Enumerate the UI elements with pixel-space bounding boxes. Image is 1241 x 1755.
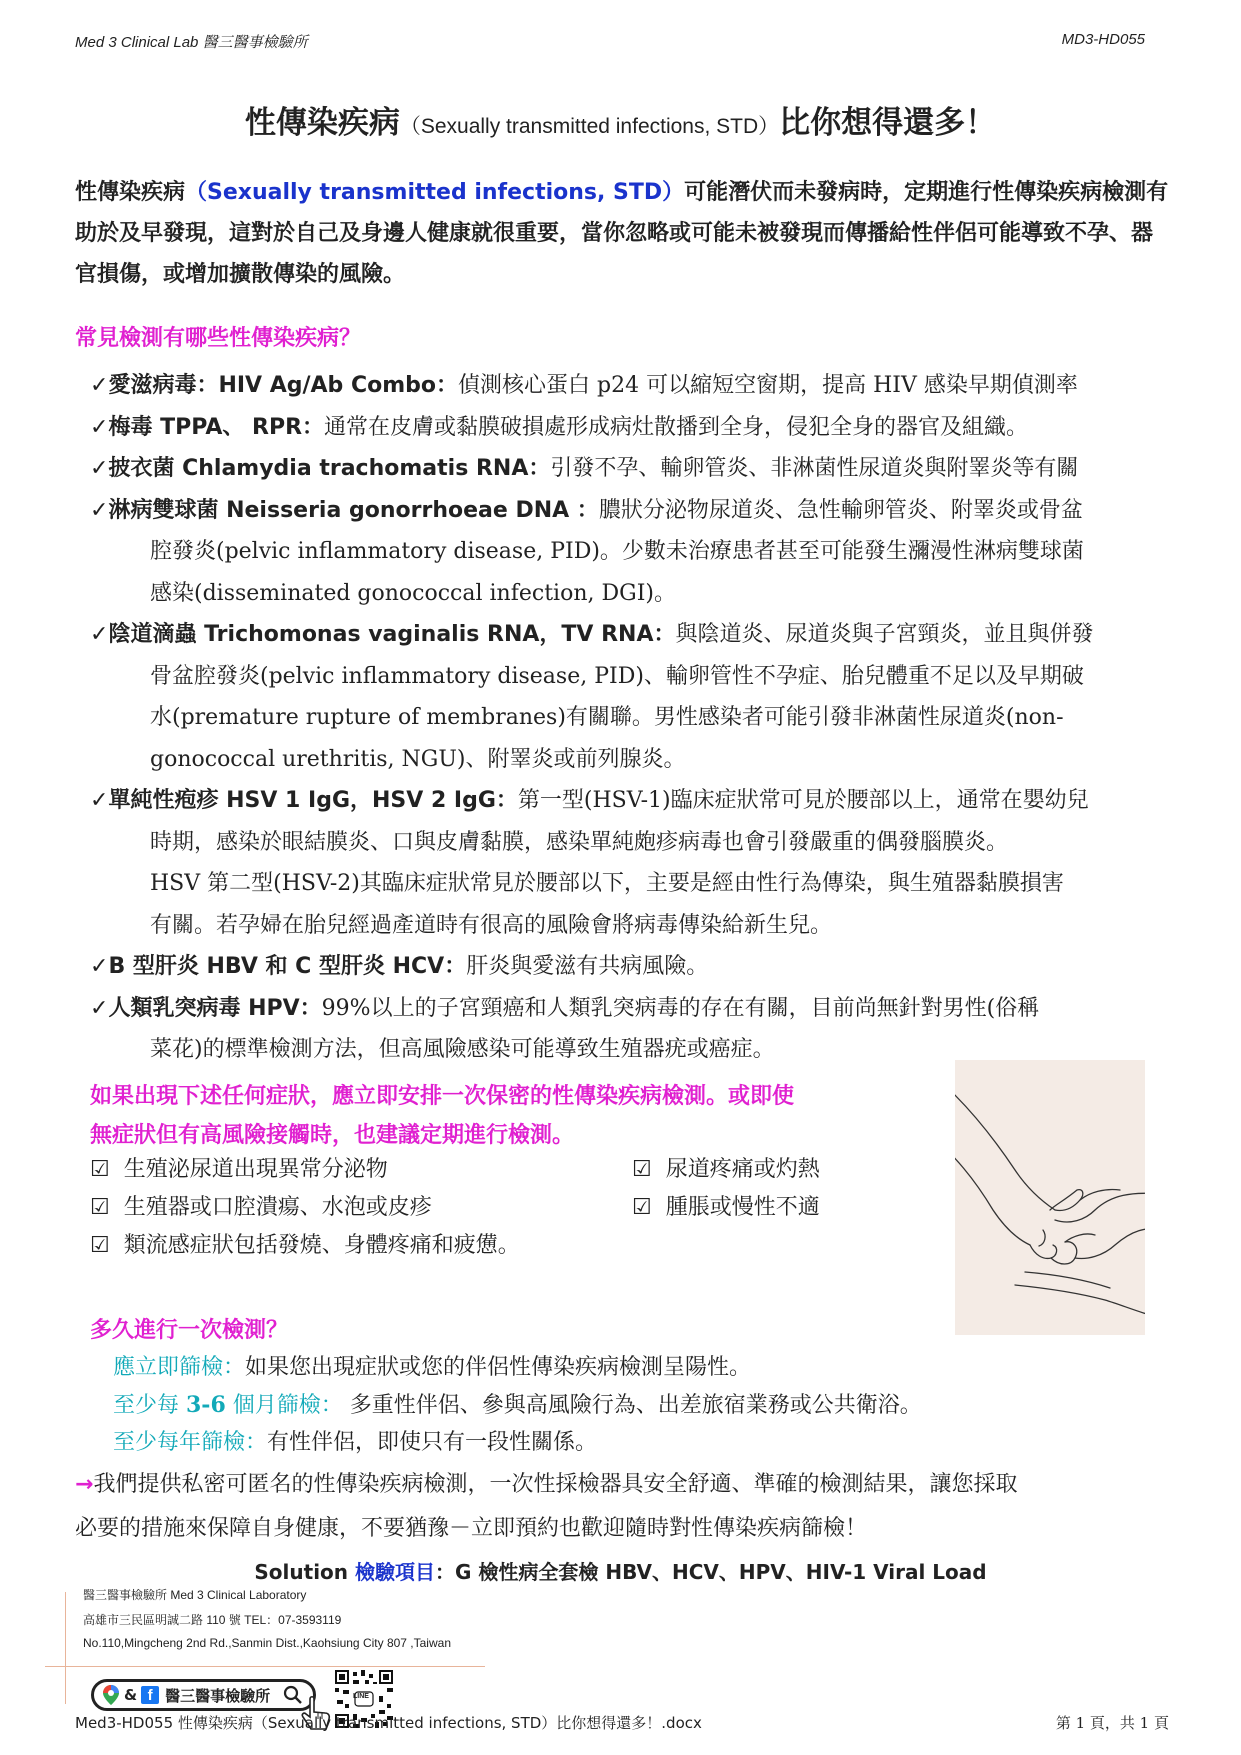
title-main-b: 比你想得還多！ bbox=[779, 105, 997, 141]
solution-line bbox=[0, 1556, 1241, 1585]
frequency-label-c: 個月篩檢： bbox=[225, 1393, 343, 1418]
frequency-row bbox=[113, 1388, 922, 1419]
facebook-icon: f bbox=[141, 1686, 159, 1704]
accent-vertical-line bbox=[65, 1592, 66, 1704]
test-item-description: 與陰道炎、尿道炎與子宮頸炎，並且與併發 bbox=[675, 622, 1094, 647]
test-item-description: 肝炎與愛滋有共病風險。 bbox=[466, 954, 709, 979]
test-item bbox=[90, 448, 1175, 490]
symptom-item: ☑ 類流感症狀包括發燒、身體疼痛和疲憊。 bbox=[90, 1233, 520, 1258]
solution-prefix: Solution bbox=[254, 1560, 355, 1584]
frequency-label: 應立即篩檢： bbox=[113, 1355, 246, 1380]
test-item-name: 陰道滴蟲 Trichomonas vaginalis RNA，TV RNA： bbox=[108, 622, 676, 647]
test-item-name: 單純性疱疹 HSV 1 IgG，HSV 2 IgG： bbox=[108, 788, 518, 813]
symptom-item: ☑ 生殖器或口腔潰瘍、水泡或皮疹 bbox=[90, 1195, 432, 1220]
test-item-continuation: 時期，感染於眼結膜炎、口與皮膚黏膜，感染單純皰疹病毒也會引發嚴重的偶發腦膜炎。 bbox=[150, 829, 1009, 855]
test-item-name: 人類乳突病毒 HPV： bbox=[108, 995, 322, 1021]
test-item-description: 偵測核心蛋白 p24 可以縮短空窗期，提高 HIV 感染早期偵測率 bbox=[458, 373, 1078, 398]
hands-line-art-icon bbox=[955, 1060, 1145, 1335]
frequency-text: 有性伴侶，即使只有一段性關係。 bbox=[267, 1430, 598, 1455]
ampersand: & bbox=[124, 1686, 138, 1704]
checkmark-icon: ✓ bbox=[90, 497, 109, 523]
test-item bbox=[90, 988, 1175, 1030]
test-item bbox=[90, 365, 1175, 407]
search-label: 醫三醫事檢驗所 bbox=[165, 1686, 271, 1705]
checkmark-icon: ✓ bbox=[90, 373, 109, 398]
solution-items: ：G 檢性病全套檢 HBV、HCV、HPV、HIV-1 Viral Load bbox=[435, 1560, 987, 1584]
title-main-a: 性傳染疾病 bbox=[244, 105, 400, 141]
solution-label: 檢驗項目 bbox=[355, 1560, 435, 1584]
section-heading-common-tests: 常見檢測有哪些性傳染疾病？ bbox=[75, 326, 362, 351]
test-item-name: 愛滋病毒：HIV Ag/Ab Combo： bbox=[108, 373, 459, 398]
closing-paragraph bbox=[75, 1463, 1175, 1551]
map-pin-icon bbox=[102, 1684, 120, 1706]
checkmark-icon: ✓ bbox=[90, 954, 109, 979]
test-item-continuation: 水(premature rupture of membranes)有關聯。男性感染者可能引發非淋菌性尿道炎(non- bbox=[150, 705, 1064, 730]
test-item-description: 第一型(HSV-1)臨床症狀常可見於腰部以上，通常在嬰幼兒 bbox=[517, 788, 1089, 813]
search-bar[interactable] bbox=[91, 1679, 316, 1711]
checkbox-icon: ☑ bbox=[90, 1157, 110, 1182]
test-item-continuation: 有關。若孕婦在胎兒經過產道時有很高的風險會將病毒傳染給新生兒。 bbox=[150, 912, 833, 938]
warning-line-1: 如果出現下述任何症狀，應立即安排一次保密的性傳染疾病檢測。或即使 bbox=[90, 1084, 795, 1109]
footer-filename: Med3-HD055 性傳染疾病（Sexually transmitted infections, STD）比你想得還多！.docx bbox=[75, 1714, 702, 1732]
frequency-text: 如果您出現症狀或您的伴侶性傳染疾病檢測呈陽性。 bbox=[245, 1355, 752, 1380]
test-item-name: B 型肝炎 HBV 和 C 型肝炎 HCV： bbox=[108, 954, 467, 979]
footer-page-number: 第 1 頁，共 1 頁 bbox=[1055, 1714, 1169, 1732]
checkbox-icon: ☑ bbox=[90, 1195, 110, 1220]
symptom-item: ☑ 尿道疼痛或灼熱 bbox=[632, 1157, 820, 1182]
warning-text bbox=[90, 1077, 950, 1155]
symptom-item: ☑ 腫脹或慢性不適 bbox=[632, 1195, 820, 1220]
checkmark-icon: ✓ bbox=[90, 456, 109, 481]
closing-text-1: 我們提供私密可匿名的性傳染疾病檢測，一次性採檢器具安全舒適、準確的檢測結果，讓您採取 bbox=[93, 1472, 1018, 1497]
warning-line-2: 無症狀但有高風險接觸時，也建議定期進行檢測。 bbox=[90, 1123, 575, 1148]
test-item-description: 99%以上的子宮頸癌和人類乳突病毒的存在有關，目前尚無針對男性(俗稱 bbox=[321, 995, 1040, 1021]
frequency-label-b: 3-6 bbox=[186, 1392, 226, 1418]
address-line-1: 醫三醫事檢驗所 Med 3 Clinical Laboratory bbox=[83, 1588, 307, 1602]
checkmark-icon: ✓ bbox=[90, 788, 109, 813]
test-item bbox=[90, 946, 1175, 988]
test-item-continuation: HSV 第二型(HSV-2)其臨床症狀常見於腰部以下，主要是經由性行為傳染，與生殖器黏膜損害 bbox=[150, 871, 1064, 896]
intro-paragraph bbox=[75, 172, 1170, 295]
checkbox-icon: ☑ bbox=[632, 1195, 652, 1220]
frequency-row bbox=[113, 1350, 751, 1381]
test-item bbox=[90, 614, 1175, 656]
address-line-3: No.110,Mingcheng 2nd Rd.,Sanmin Dist.,Kaohsiung City 807 ,Taiwan bbox=[83, 1636, 451, 1650]
test-item-continuation: 骨盆腔發炎(pelvic inflammatory disease, PID)、輸卵管性不孕症、胎兒體重不足以及早期破 bbox=[150, 663, 1084, 689]
test-item-description: 引發不孕、輸卵管炎、非淋菌性尿道炎與附睪炎等有關 bbox=[550, 456, 1079, 481]
test-items-list bbox=[90, 365, 1175, 1071]
symptom-item: ☑ 生殖泌尿道出現異常分泌物 bbox=[90, 1157, 388, 1182]
intro-c: 可能潛伏而未發病時，定期進行性傳染疾病檢測有助於及早發現，這對於自己及身邊人健康就很重要，當你忽略或可能未被發現而傳播給性伴侶可能導致不孕、器官損傷，或增加擴散傳染的風險。 bbox=[75, 180, 1169, 287]
test-item bbox=[90, 490, 1175, 532]
title-subtitle: （Sexually transmitted infections, STD） bbox=[399, 115, 780, 138]
test-item-name: 披衣菌 Chlamydia trachomatis RNA： bbox=[108, 456, 551, 481]
accent-horizontal-line bbox=[45, 1666, 485, 1667]
test-item bbox=[90, 407, 1175, 449]
test-item-description: 膿狀分泌物尿道炎、急性輸卵管炎、附睪炎或骨盆 bbox=[598, 497, 1083, 523]
test-item-description: 通常在皮膚或黏膜破損處形成病灶散播到全身，侵犯全身的器官及組織。 bbox=[324, 414, 1029, 440]
intro-a: 性傳染疾病 bbox=[75, 180, 186, 205]
header-right: MD3-HD055 bbox=[1061, 31, 1145, 48]
test-item-continuation: gonococcal urethritis, NGU)、附睪炎或前列腺炎。 bbox=[150, 746, 686, 772]
arrow-icon: → bbox=[75, 1472, 94, 1497]
test-item-name: 淋病雙球菌 Neisseria gonorrhoeae DNA ： bbox=[108, 497, 599, 523]
qr-line-label: LINE bbox=[353, 1693, 369, 1700]
header-left: Med 3 Clinical Lab 醫三醫事檢驗所 bbox=[75, 34, 308, 51]
test-item-continuation: 感染(disseminated gonococcal infection, DGI)。 bbox=[150, 580, 676, 606]
test-item-name: 梅毒 TPPA、 RPR： bbox=[108, 414, 325, 440]
closing-text-2: 必要的措施來保障自身健康，不要猶豫－立即預約也歡迎隨時對性傳染疾病篩檢！ bbox=[75, 1516, 868, 1541]
frequency-label: 至少每年篩檢： bbox=[113, 1430, 268, 1455]
frequency-label-a: 至少每 bbox=[113, 1393, 186, 1418]
page-title bbox=[0, 97, 1241, 142]
checkmark-icon: ✓ bbox=[90, 995, 109, 1021]
frequency-text: 多重性伴侶、參與高風險行為、出差旅宿業務或公共衛浴。 bbox=[342, 1393, 922, 1418]
checkbox-icon: ☑ bbox=[90, 1233, 110, 1258]
section-heading-frequency: 多久進行一次檢測？ bbox=[90, 1318, 289, 1343]
address-line-2: 高雄市三民區明誠二路 110 號 TEL：07-3593119 bbox=[83, 1613, 342, 1627]
checkbox-icon: ☑ bbox=[632, 1157, 652, 1182]
test-item bbox=[90, 780, 1175, 822]
intro-b: （Sexually transmitted infections, STD） bbox=[185, 180, 685, 205]
frequency-row bbox=[113, 1425, 597, 1456]
test-item-continuation: 菜花)的標準檢測方法，但高風險感染可能導致生殖器疣或癌症。 bbox=[150, 1037, 775, 1062]
hands-illustration bbox=[955, 1060, 1145, 1335]
checkmark-icon: ✓ bbox=[90, 414, 109, 440]
checkmark-icon: ✓ bbox=[90, 622, 109, 647]
test-item-continuation: 腔發炎(pelvic inflammatory disease, PID)。少數未治療患者甚至可能發生瀰漫性淋病雙球菌 bbox=[150, 539, 1084, 564]
